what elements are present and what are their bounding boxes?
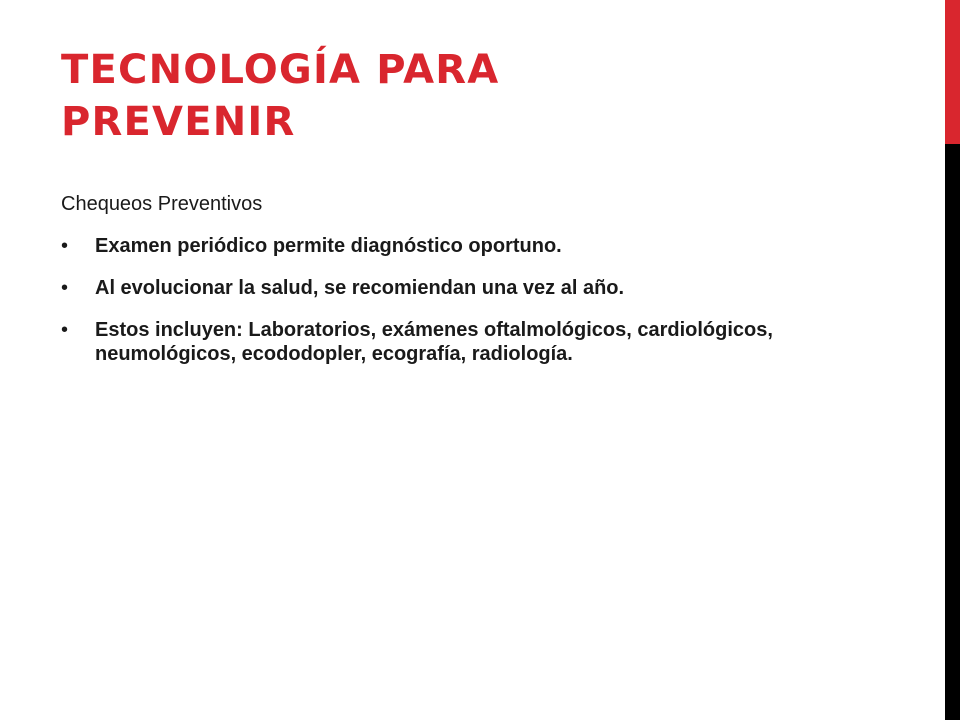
bullet-text: Examen periódico permite diagnóstico oportuno. — [95, 235, 562, 257]
bullet-marker: • — [61, 235, 69, 257]
accent-bar-black — [945, 144, 960, 720]
bullet-text: Al evolucionar la salud, se recomiendan una vez al año. — [95, 277, 625, 299]
slide-title — [61, 44, 921, 148]
accent-bar-red — [945, 0, 960, 144]
bullet-list — [61, 234, 861, 366]
bullet-item — [61, 234, 861, 258]
slide-title-line-2: PREVENIR — [61, 99, 296, 145]
bullet-item — [61, 276, 861, 300]
subheading: Chequeos Preventivos — [61, 193, 263, 215]
bullet-text: Estos incluyen: Laboratorios, exámenes oftalmológicos, cardiológicos, neumológicos, ecododopler, ecografía, radiología. — [95, 319, 773, 365]
bullet-item — [61, 318, 861, 366]
slide-content — [61, 192, 861, 384]
bullet-marker: • — [61, 319, 69, 341]
bullet-marker: • — [61, 277, 69, 299]
slide-title-line-1: TECNOLOGÍA PARA — [61, 47, 500, 93]
